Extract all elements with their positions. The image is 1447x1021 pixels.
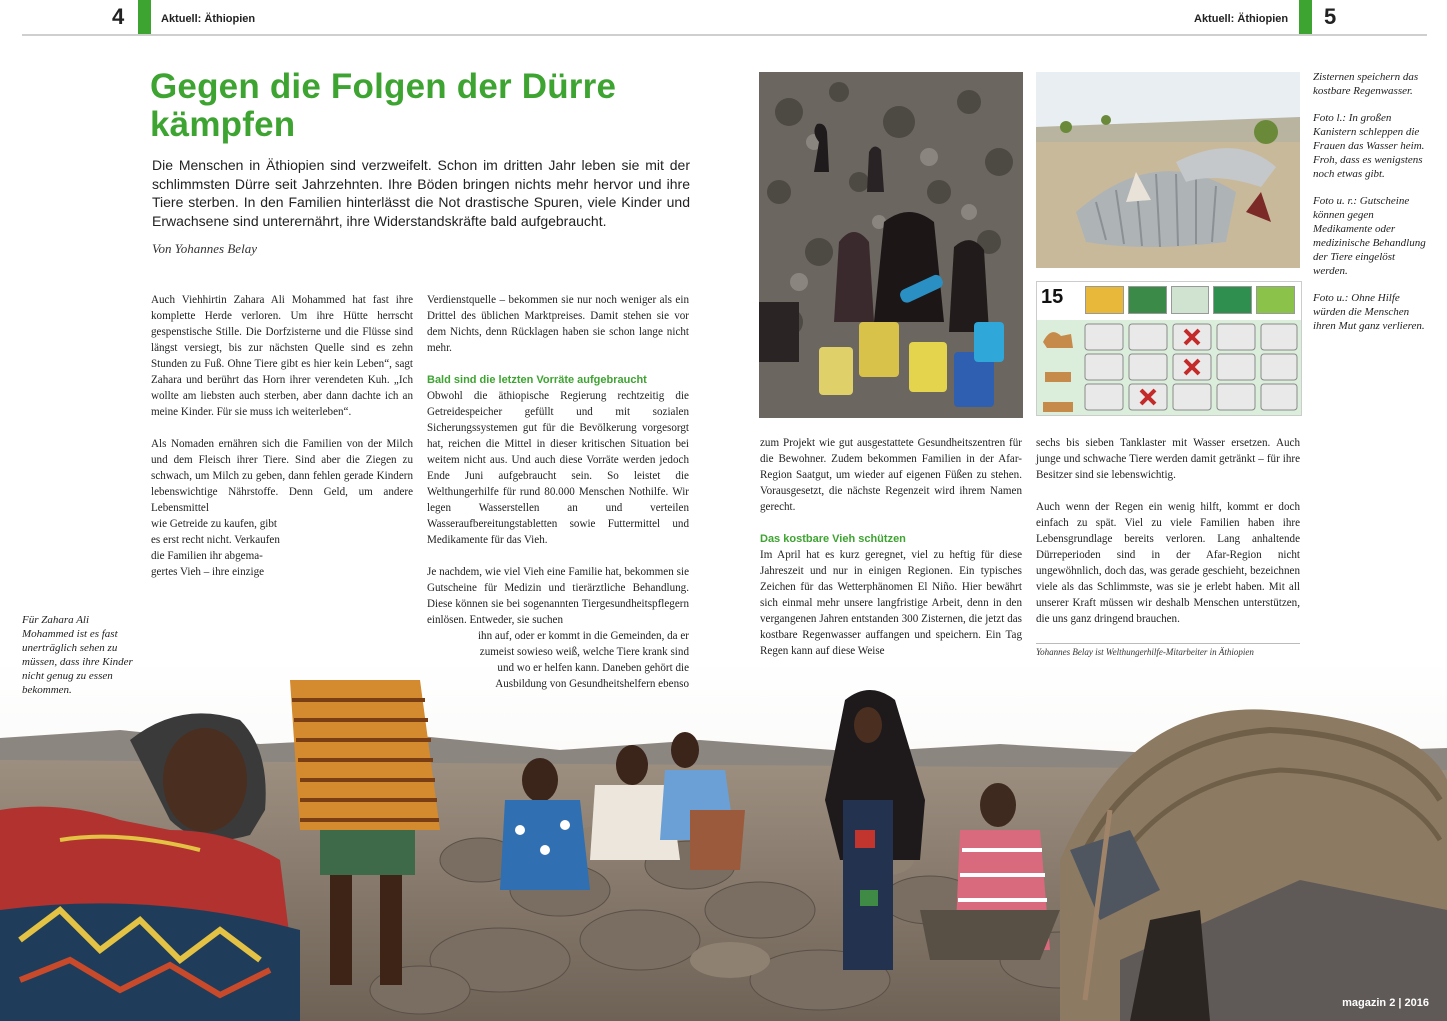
header-rule <box>22 34 1427 36</box>
water-canisters-photo <box>759 72 1023 418</box>
family-panorama-photo <box>0 660 1447 1021</box>
voucher-medicine-row <box>1085 286 1295 314</box>
col2-paragraph-3: Je nachdem, wie viel Vieh eine Familie hat, bekommen sie Gutscheine für Medizin und tierärztliche Behandlung. Diese können sie bei sogenannten Tiergesundheitspflegern einlösen. Entweder, sie suchen <box>427 566 689 626</box>
medicine-bottle-icon <box>1256 286 1295 314</box>
col4-paragraph-2: Auch wenn der Regen ein wenig hilft, kommt er doch einfach zu spät. Viel zu viele Familien haben ihre Lebensgrundlage bereits verloren. Lang anhaltende Dürreperioden sind in der Afar-Region nicht ungewöhnlich, doch das, was gerade geschieht, bezeichnen viele als das Schlimmste, was sie je erlebt haben. Mit all unserer Kraft müssen wir deshalb Menschen unterstützen, die uns ganz dringend brauchen. <box>1036 501 1300 625</box>
caption-cisterns: Zisternen speichern das kostbare Regenwasser. <box>1313 71 1419 97</box>
text-column-2 <box>427 292 689 692</box>
col2-paragraph-1: Verdienstquelle – bekommen sie nur noch weniger als ein Drittel des üblichen Marktpreises. Damit stehen sie vor dem Nichts, denn Rücklagen haben sie schon lange nicht mehr. <box>427 294 689 354</box>
col1-paragraph-2-line-e: gertes Vieh – ihre einzige <box>151 566 265 578</box>
left-section-label: Aktuell: Äthiopien <box>161 13 256 25</box>
col1-paragraph-2: Als Nomaden ernähren sich die Familien von der Milch und dem Fleisch ihrer Tiere. Sind aber die Ziegen zu schwach, um Milch zu geben, dann fehlen gerade Kindern lebenswichtige Nährstoffe. Denn Geld, um andere Lebensmittel <box>151 438 413 514</box>
title-line-1: Gegen die Folgen der Dürre <box>150 67 617 106</box>
col2-paragraph-3-line-e: Ausbildung von Gesundheitshelfern ebenso <box>495 678 689 690</box>
col2-paragraph-3-line-b: ihn auf, oder er kommt in die Gemeinden, da er <box>477 630 689 642</box>
title-line-2: kämpfen <box>150 105 296 144</box>
col1-paragraph-1: Auch Viehhirtin Zahara Ali Mohammed hat fast ihre komplette Herde verloren. Um ihre Hütte herrscht gespenstische Stille. Die Dorfzisterne und die Flüsse sind längst versiegt, bis zur nächsten Quelle sind es zehn Stunden zu Fuß. Ohne Tiere gibt es hier kein Leben“, sagt Zahara und berührt das Horn ihrer verendeten Kuh. „Ich wollte am liebsten auch sterben, aber dann dachte ich an meine Kinder. Für sie muss ich weiterleben“. <box>151 294 413 418</box>
right-section-label: Aktuell: Äthiopien <box>1194 13 1289 25</box>
col2-paragraph-3-line-d: und wo er helfen kann. Daneben gehört die <box>497 662 689 674</box>
voucher-grid <box>1037 320 1301 415</box>
medicine-box-icon <box>1171 286 1210 314</box>
col2-paragraph-2: Obwohl die äthiopische Regierung rechtzeitig die Getreidespeicher gefüllt und mit sozialen Sicherungssystemen gut für die Bevölkerung vorgesorgt hat, reichen die Mittel in dieser kritischen Situation bei weitem nicht aus. Und auch diese Vorräte werden jedoch Ende Juni aufgebraucht sein. So leistet die Welthungerhilfe für rund 80.000 Menschen Nothilfe. Wir legen Wasserstellen an und verteilen Wasseraufbereitungstabletten sowie Futtermittel und Medikamente für das Vieh. <box>427 390 689 546</box>
col1-paragraph-2-line-b: wie Getreide zu kaufen, gibt <box>151 518 277 530</box>
col4-paragraph-1: sechs bis sieben Tanklaster mit Wasser ersetzen. Auch junge und schwache Tiere werden damit getränkt – für ihre Besitzer sind sie lebenswichtig. <box>1036 437 1300 481</box>
right-page-number: 5 <box>1324 4 1337 29</box>
medicine-bottle-icon <box>1213 286 1252 314</box>
left-page-number: 4 <box>112 4 125 29</box>
voucher-number: 15 <box>1041 286 1064 308</box>
left-accent-bar <box>138 0 151 36</box>
left-photo-caption: Für Zahara Ali Mohammed ist es fast unerträglich sehen zu müssen, dass ihre Kinder nicht genug zu essen bekommen. <box>22 614 133 696</box>
right-accent-bar <box>1299 0 1312 36</box>
col1-paragraph-2-line-c: es erst recht nicht. Verkaufen <box>151 534 280 546</box>
text-column-1 <box>151 292 413 580</box>
col3-subheading: Das kostbare Vieh schützen <box>760 533 906 545</box>
col1-paragraph-2-line-d: die Familien ihr abgema- <box>151 550 263 562</box>
article-title <box>150 68 670 144</box>
author-note: Yohannes Belay ist Welthungerhilfe-Mitarbeiter in Äthiopien <box>1036 643 1300 657</box>
cistern-photo <box>1036 72 1300 268</box>
caption-vouchers: Foto u. r.: Gutscheine können gegen Medikamente oder medizinische Behandlung der Tiere eingelöst werden. <box>1313 195 1426 277</box>
col2-subheading: Bald sind die letzten Vorräte aufgebraucht <box>427 374 647 386</box>
article-byline: Von Yohannes Belay <box>152 241 257 256</box>
medicine-box-icon <box>1128 286 1167 314</box>
col3-paragraph-1: zum Projekt wie gut ausgestattete Gesundheitszentren für die Bewohner. Zudem bekommen Familien in der Afar-Region Saatgut, um wieder auf eigenen Füßen zu stehen. Vorausgesetzt, die nächste Regenzeit wird ihrem Namen gerecht. <box>760 437 1022 513</box>
col2-paragraph-3-line-c: zumeist sowieso weiß, welche Tiere krank sind <box>479 646 689 658</box>
right-captions <box>1313 70 1427 346</box>
article-lead: Die Menschen in Äthiopien sind verzweifelt. Schon im dritten Jahr leben sie mit der schlimmsten Dürre seit Jahrzehnten. Ihre Böden bringen nichts mehr hervor und ihre Tiere sterben. In den Familien hinterlässt die Not drastische Spuren, viele Kinder und Erwachsene sind unterernährt, ihre Widerstandskräfte bald aufgebraucht. <box>152 157 690 229</box>
caption-family: Foto u.: Ohne Hilfe würden die Menschen ihren Mut ganz verlieren. <box>1313 292 1425 332</box>
voucher-photo <box>1036 281 1302 416</box>
medicine-box-icon <box>1085 286 1124 314</box>
magazine-footer: magazin 2 | 2016 <box>1342 997 1429 1009</box>
col3-paragraph-2: Im April hat es kurz geregnet, viel zu heftig für diese Jahreszeit und nur in einigen Regionen. Ein typisches Zeichen für das Wetterphänomen El Niño. Hier bewährt sich einmal mehr unsere langfristige Arbeit, denn in den vergangenen Jahren entstanden 300 Zisternen, die jetzt das kostbare Regenwasser auffangen und speichern. Ein Tag Regen kann auf diese Weise <box>760 549 1022 657</box>
text-column-3 <box>760 435 1022 675</box>
text-column-4 <box>1036 435 1300 643</box>
caption-canisters: Foto l.: In großen Kanistern schleppen die Frauen das Wasser heim. Froh, dass es wenigstens noch etwas gibt. <box>1313 112 1425 180</box>
